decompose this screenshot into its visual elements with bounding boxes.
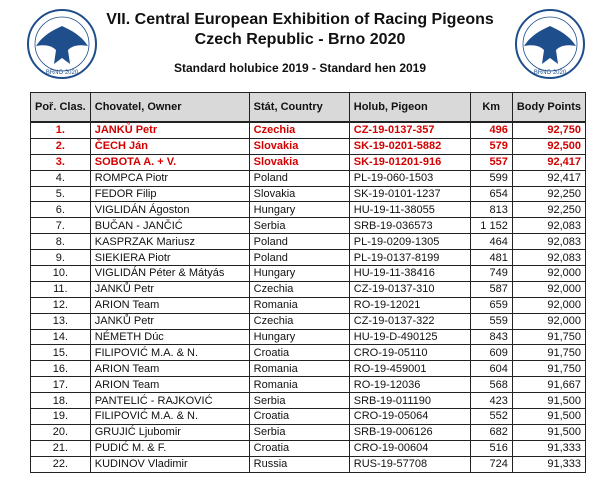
cell-km: 843 — [470, 329, 512, 345]
cell-country: Poland — [249, 170, 349, 186]
col-points-header: Body Points — [512, 93, 585, 123]
cell-owner: VIGLIDÁN Ágoston — [90, 202, 249, 218]
cell-points: 92,417 — [512, 170, 585, 186]
cell-owner: NÉMETH Dúc — [90, 329, 249, 345]
cell-pigeon: RO-19-12021 — [349, 297, 470, 313]
table-row — [31, 393, 586, 409]
cell-pigeon: RO-19-12036 — [349, 377, 470, 393]
cell-owner: FILIPOVIĆ M.A. & N. — [90, 345, 249, 361]
cell-rank: 16. — [31, 361, 91, 377]
cell-rank: 10. — [31, 266, 91, 282]
cell-km: 682 — [470, 424, 512, 440]
cell-rank: 22. — [31, 456, 91, 472]
cell-owner: JANKŮ Petr — [90, 281, 249, 297]
cell-pigeon: PL-19-0209-1305 — [349, 234, 470, 250]
cell-owner: FILIPOVIĆ M.A. & N. — [90, 409, 249, 425]
category-title: Standard holubice 2019 - Standard hen 2019 — [173, 61, 427, 75]
cell-pigeon: SRB-19-011190 — [349, 393, 470, 409]
table-row — [31, 345, 586, 361]
table-row — [31, 202, 586, 218]
cell-points: 91,667 — [512, 377, 585, 393]
cell-country: Croatia — [249, 409, 349, 425]
cell-country: Czechia — [249, 122, 349, 138]
cell-km: 516 — [470, 440, 512, 456]
results-body — [31, 122, 586, 472]
table-row — [31, 440, 586, 456]
col-country-header: Stát, Country — [249, 93, 349, 123]
cell-pigeon: CRO-19-05110 — [349, 345, 470, 361]
cell-rank: 1. — [31, 122, 91, 138]
cell-owner: KASPRZAK Mariusz — [90, 234, 249, 250]
cell-points: 91,750 — [512, 329, 585, 345]
cell-pigeon: SK-19-0101-1237 — [349, 186, 470, 202]
cell-pigeon: PL-19-060-1503 — [349, 170, 470, 186]
cell-km: 552 — [470, 409, 512, 425]
cell-points: 91,333 — [512, 456, 585, 472]
cell-km: 1 152 — [470, 218, 512, 234]
table-row — [31, 122, 586, 138]
table-row — [31, 377, 586, 393]
cell-country: Romania — [249, 377, 349, 393]
cell-pigeon: HU-19-D-490125 — [349, 329, 470, 345]
cell-points: 91,500 — [512, 393, 585, 409]
cell-pigeon: CRO-19-00604 — [349, 440, 470, 456]
cell-rank: 17. — [31, 377, 91, 393]
cell-rank: 8. — [31, 234, 91, 250]
cell-pigeon: SRB-19-036573 — [349, 218, 470, 234]
cell-points: 92,000 — [512, 297, 585, 313]
cell-pigeon: CZ-19-0137-310 — [349, 281, 470, 297]
cell-points: 91,500 — [512, 409, 585, 425]
cell-owner: GRUJIĆ Ljubomir — [90, 424, 249, 440]
col-pigeon-header: Holub, Pigeon — [349, 93, 470, 123]
table-row — [31, 170, 586, 186]
cell-country: Croatia — [249, 440, 349, 456]
cell-rank: 14. — [31, 329, 91, 345]
cell-pigeon: HU-19-11-38416 — [349, 266, 470, 282]
cell-km: 579 — [470, 138, 512, 154]
cell-rank: 18. — [31, 393, 91, 409]
page-title: VII. Central European Exhibition of Racing Pigeons — [106, 11, 494, 28]
page-subtitle: Czech Republic - Brno 2020 — [194, 31, 406, 48]
col-km-header: Km — [470, 93, 512, 123]
cell-owner: ARION Team — [90, 297, 249, 313]
cell-points: 91,333 — [512, 440, 585, 456]
cell-points: 92,083 — [512, 234, 585, 250]
cell-pigeon: PL-19-0137-8199 — [349, 250, 470, 266]
cell-km: 481 — [470, 250, 512, 266]
cell-pigeon: RO-19-459001 — [349, 361, 470, 377]
cell-country: Serbia — [249, 393, 349, 409]
table-row — [31, 186, 586, 202]
table-row — [31, 266, 586, 282]
cell-rank: 6. — [31, 202, 91, 218]
table-row — [31, 218, 586, 234]
cell-pigeon: CRO-19-05064 — [349, 409, 470, 425]
cell-km: 659 — [470, 297, 512, 313]
cell-km: 568 — [470, 377, 512, 393]
cell-pigeon: SK-19-01201-916 — [349, 154, 470, 170]
cell-km: 557 — [470, 154, 512, 170]
cell-owner: FEDOR Filip — [90, 186, 249, 202]
cell-owner: SOBOTA A. + V. — [90, 154, 249, 170]
cell-rank: 11. — [31, 281, 91, 297]
cell-km: 749 — [470, 266, 512, 282]
cell-owner: ARION Team — [90, 361, 249, 377]
table-row — [31, 234, 586, 250]
table-row — [31, 250, 586, 266]
cell-country: Serbia — [249, 424, 349, 440]
cell-pigeon: CZ-19-0137-322 — [349, 313, 470, 329]
cell-country: Poland — [249, 234, 349, 250]
cell-pigeon: HU-19-11-38055 — [349, 202, 470, 218]
cell-points: 92,250 — [512, 202, 585, 218]
cell-points: 92,417 — [512, 154, 585, 170]
cell-points: 92,083 — [512, 250, 585, 266]
exhibition-logo-left — [24, 4, 100, 86]
table-row — [31, 281, 586, 297]
cell-points: 92,000 — [512, 313, 585, 329]
table-row — [31, 154, 586, 170]
cell-country: Russia — [249, 456, 349, 472]
cell-rank: 4. — [31, 170, 91, 186]
col-owner-header: Chovatel, Owner — [90, 93, 249, 123]
cell-country: Romania — [249, 361, 349, 377]
cell-country: Slovakia — [249, 154, 349, 170]
table-row — [31, 424, 586, 440]
cell-country: Czechia — [249, 313, 349, 329]
cell-pigeon: SK-19-0201-5882 — [349, 138, 470, 154]
cell-country: Slovakia — [249, 186, 349, 202]
logo-city-text: BRNO 2020 — [533, 70, 567, 76]
page-header — [90, 10, 510, 76]
cell-country: Hungary — [249, 266, 349, 282]
cell-km: 724 — [470, 456, 512, 472]
cell-km: 813 — [470, 202, 512, 218]
cell-rank: 13. — [31, 313, 91, 329]
table-row — [31, 329, 586, 345]
cell-points: 92,000 — [512, 281, 585, 297]
cell-owner: ROMPCA Piotr — [90, 170, 249, 186]
cell-km: 599 — [470, 170, 512, 186]
logo-city-text: BRNO 2020 — [45, 70, 79, 76]
cell-owner: JANKŮ Petr — [90, 313, 249, 329]
cell-rank: 5. — [31, 186, 91, 202]
cell-owner: SIEKIERA Piotr — [90, 250, 249, 266]
cell-rank: 7. — [31, 218, 91, 234]
cell-rank: 20. — [31, 424, 91, 440]
cell-country: Czechia — [249, 281, 349, 297]
table-row — [31, 361, 586, 377]
cell-rank: 21. — [31, 440, 91, 456]
cell-km: 464 — [470, 234, 512, 250]
cell-rank: 9. — [31, 250, 91, 266]
table-row — [31, 313, 586, 329]
cell-owner: JANKŮ Petr — [90, 122, 249, 138]
table-row — [31, 409, 586, 425]
cell-country: Hungary — [249, 329, 349, 345]
cell-km: 559 — [470, 313, 512, 329]
cell-country: Slovakia — [249, 138, 349, 154]
cell-rank: 15. — [31, 345, 91, 361]
col-rank-header: Poř. Clas. — [31, 93, 91, 123]
table-row — [31, 138, 586, 154]
cell-owner: KUDINOV Vladimir — [90, 456, 249, 472]
table-row — [31, 456, 586, 472]
cell-country: Serbia — [249, 218, 349, 234]
cell-points: 91,750 — [512, 361, 585, 377]
cell-points: 92,750 — [512, 122, 585, 138]
cell-km: 423 — [470, 393, 512, 409]
cell-km: 609 — [470, 345, 512, 361]
cell-pigeon: CZ-19-0137-357 — [349, 122, 470, 138]
results-table — [30, 92, 586, 473]
cell-km: 496 — [470, 122, 512, 138]
cell-points: 91,750 — [512, 345, 585, 361]
cell-owner: VIGLIDÁN Péter & Mátyás — [90, 266, 249, 282]
exhibition-logo-right — [512, 4, 588, 86]
cell-km: 654 — [470, 186, 512, 202]
cell-points: 92,083 — [512, 218, 585, 234]
cell-country: Croatia — [249, 345, 349, 361]
cell-country: Romania — [249, 297, 349, 313]
cell-km: 587 — [470, 281, 512, 297]
cell-owner: PANTELIĆ - RAJKOVIĆ — [90, 393, 249, 409]
table-header-row — [31, 93, 586, 123]
cell-rank: 19. — [31, 409, 91, 425]
cell-owner: BUČAN - JANČIĆ — [90, 218, 249, 234]
cell-pigeon: RUS-19-57708 — [349, 456, 470, 472]
cell-owner: PUDIĆ M. & F. — [90, 440, 249, 456]
cell-pigeon: SRB-19-006126 — [349, 424, 470, 440]
cell-owner: ARION Team — [90, 377, 249, 393]
table-row — [31, 297, 586, 313]
cell-points: 91,500 — [512, 424, 585, 440]
cell-owner: ČECH Ján — [90, 138, 249, 154]
cell-country: Hungary — [249, 202, 349, 218]
cell-rank: 2. — [31, 138, 91, 154]
cell-points: 92,000 — [512, 266, 585, 282]
cell-points: 92,250 — [512, 186, 585, 202]
cell-points: 92,500 — [512, 138, 585, 154]
cell-km: 604 — [470, 361, 512, 377]
cell-rank: 3. — [31, 154, 91, 170]
cell-rank: 12. — [31, 297, 91, 313]
cell-country: Poland — [249, 250, 349, 266]
